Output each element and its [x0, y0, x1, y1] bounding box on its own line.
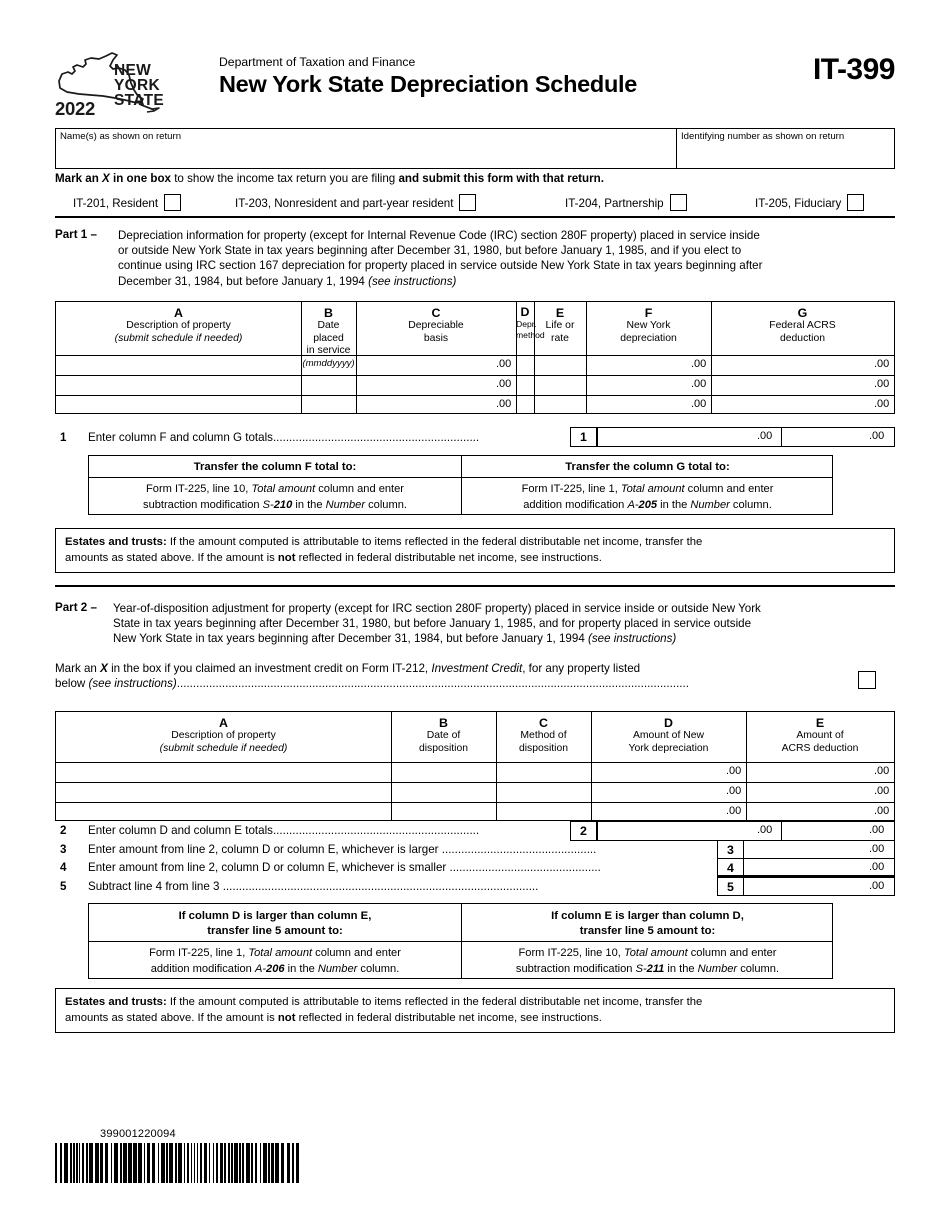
cents-marker: .00 [874, 805, 890, 817]
line-5-amount-container [717, 877, 895, 896]
cents-marker: .00 [874, 378, 890, 390]
transfer-g-body: Form IT-225, line 1, Total amount column and enter addition modification A-205 in the Number column. [521, 483, 774, 511]
line-5-number: 5 [60, 880, 67, 893]
option-label: IT-204, Partnership [565, 197, 664, 210]
return-type-option-it201[interactable] [73, 194, 181, 211]
name-input[interactable] [60, 145, 670, 167]
part2-description: Year-of-disposition adjustment for property (except for IRC section 280F property) placed in service inside or outside New York State in tax years beginning after December 31, 1980, but before January 1, 1985, and for property placed in service outside New York State in tax years beginning after December 31, 1984, but before January 1, 1994 (see instructions) [113, 602, 761, 646]
part1-transfer-table [88, 455, 833, 515]
return-type-option-it204[interactable] [565, 194, 687, 211]
line-2-box-number: 2 [571, 822, 597, 840]
cents-marker: .00 [874, 765, 890, 777]
cents-marker: .00 [691, 398, 707, 410]
divider [89, 941, 832, 942]
checkbox-it203[interactable] [459, 194, 476, 211]
part1-top-rule [55, 216, 895, 218]
part1-label: Part 1 – [55, 228, 97, 241]
cents-marker: .00 [726, 785, 742, 797]
identifying-number-input[interactable] [681, 145, 891, 167]
table-row[interactable] [57, 376, 300, 395]
table-row[interactable] [57, 356, 300, 375]
line-2-column-d-input[interactable] [599, 822, 779, 839]
option-label: IT-201, Resident [73, 197, 159, 210]
cents-marker: .00 [757, 824, 773, 836]
column-header-a: A Description of property (submit schedule if needed) [159, 716, 288, 754]
line-4-amount-container [717, 858, 895, 877]
part2-transfer-table [88, 903, 833, 979]
cents-marker: .00 [496, 358, 512, 370]
part2-top-rule [55, 585, 895, 587]
transfer-f-body: Form IT-225, line 10, Total amount column and enter subtraction modification S-210 in the Number column. [143, 483, 407, 511]
barcode-icon [55, 1143, 300, 1183]
cents-marker: .00 [757, 430, 773, 442]
transfer-d-header: If column D is larger than column E, transfer line 5 amount to: [178, 910, 372, 937]
line-3-box-number: 3 [718, 841, 744, 858]
form-footer [55, 1128, 300, 1183]
identifying-number-label: Identifying number as shown on return [681, 131, 845, 142]
investment-credit-dots-line: below (see instructions)............................................................................................................................................................... [55, 677, 689, 690]
line-2-label: Enter column D and column E totals................................................................ [88, 824, 480, 837]
return-type-selector [55, 172, 895, 210]
transfer-g-header: Transfer the column G total to: [565, 461, 730, 473]
line-4-number: 4 [60, 861, 67, 874]
line-1-amount-container [570, 427, 895, 447]
part1-description: Depreciation information for property (except for Internal Revenue Code (IRC) section 280F property) placed in service inside or outside New York State in tax years beginning after December 31, 1980, but before January 1, 1985, and if you elect to continue using IRC section 167 depreciation for property placed in service outside New York State in tax years beginning after December 31, 1984, but before January 1, 1994 (see instructions) [118, 229, 763, 288]
cents-marker: .00 [869, 843, 885, 855]
svg-text:YORK: YORK [114, 77, 160, 94]
department-name: Department of Taxation and Finance [219, 55, 416, 69]
divider [89, 477, 832, 478]
cents-marker: .00 [869, 430, 885, 442]
table-row[interactable] [57, 396, 300, 414]
table-row[interactable] [57, 783, 390, 802]
transfer-e-body: Form IT-225, line 10, Total amount column and enter subtraction modification S-211 in the Number column. [515, 947, 780, 975]
column-header-a: A Description of property (submit schedule if needed) [114, 306, 243, 344]
table-row[interactable] [57, 803, 390, 821]
svg-text:STATE: STATE [114, 92, 165, 109]
return-type-option-it205[interactable] [755, 194, 864, 211]
transfer-f-header: Transfer the column F total to: [193, 461, 357, 473]
mark-x-instruction: Mark an X in one box to show the income tax return you are filing and submit this form with that return. [55, 172, 604, 185]
investment-credit-checkbox[interactable] [858, 671, 876, 689]
part1-table [55, 301, 895, 414]
checkbox-it204[interactable] [670, 194, 687, 211]
cents-marker: .00 [874, 398, 890, 410]
svg-text:NEW: NEW [114, 62, 152, 79]
line-1-box-number: 1 [571, 428, 597, 446]
column-header-c: C Method of disposition [518, 716, 569, 754]
column-header-f: F New York depreciation [620, 306, 677, 344]
option-label: IT-205, Fiduciary [755, 197, 842, 210]
line-4-box-number: 4 [718, 859, 744, 875]
column-header-b: B Date placed in service (mmddyyyy) [302, 306, 355, 369]
cents-marker: .00 [496, 378, 512, 390]
transfer-d-body: Form IT-225, line 1, Total amount column and enter addition modification A-206 in the Number column. [149, 947, 401, 975]
line-1-column-f-input[interactable] [599, 428, 779, 445]
column-header-d: D Amount of New York depreciation [628, 716, 709, 754]
column-header-e: E Life or rate [545, 306, 575, 344]
cents-marker: .00 [874, 785, 890, 797]
form-number: IT-399 [812, 53, 895, 86]
new-york-state-outline-icon [55, 47, 195, 117]
part2-estates-trusts-note: Estates and trusts: If the amount computed is attributable to items reflected in the federal distributable net income, transfer the amounts as stated above. If the amount is not reflected in federal distributable net income, see instructions. [55, 988, 895, 1033]
transfer-e-header: If column E is larger than column D, transfer line 5 amount to: [551, 910, 744, 937]
cents-marker: .00 [869, 861, 885, 873]
column-header-d: D Depr. method [516, 305, 545, 340]
cents-marker: .00 [691, 378, 707, 390]
line-5-box-number: 5 [718, 878, 744, 895]
checkbox-it205[interactable] [847, 194, 864, 211]
cents-marker: .00 [726, 765, 742, 777]
column-header-g: G Federal ACRS deduction [769, 306, 836, 344]
line-5-label: Subtract line 4 from line 3 .................................................................................................. [88, 880, 539, 893]
barcode-number: 399001220094 [100, 1128, 176, 1140]
divider [676, 129, 677, 168]
svg-text:2022: 2022 [55, 98, 95, 117]
option-label: IT-203, Nonresident and part-year resident [235, 197, 454, 210]
cents-marker: .00 [691, 358, 707, 370]
column-header-e: E Amount of ACRS deduction [781, 716, 859, 754]
cents-marker: .00 [726, 805, 742, 817]
form-header [55, 45, 895, 120]
line-2-amount-container [570, 821, 895, 841]
cents-marker: .00 [874, 358, 890, 370]
line-1-number: 1 [60, 431, 67, 444]
column-header-c: C Depreciable basis [408, 306, 464, 344]
part2-table [55, 711, 895, 821]
part2-label: Part 2 – [55, 601, 97, 614]
identification-box [55, 128, 895, 169]
page-title: New York State Depreciation Schedule [219, 71, 637, 97]
column-header-b: B Date of disposition [418, 716, 469, 754]
name-field-label: Name(s) as shown on return [60, 131, 182, 142]
cents-marker: .00 [869, 880, 885, 892]
table-row[interactable] [57, 763, 390, 782]
return-type-option-it203[interactable] [235, 194, 476, 211]
cents-marker: .00 [869, 824, 885, 836]
part1-estates-trusts-note: Estates and trusts: If the amount computed is attributable to items reflected in the federal distributable net income, transfer the amounts as stated above. If the amount is not reflected in federal distributable net income, see instructions. [55, 528, 895, 573]
line-2-number: 2 [60, 824, 67, 837]
line-4-label: Enter amount from line 2, column D or column E, whichever is smaller ............................................... [88, 861, 601, 874]
line-3-number: 3 [60, 843, 67, 856]
checkbox-it201[interactable] [164, 194, 181, 211]
cents-marker: .00 [496, 398, 512, 410]
line-1-label: Enter column F and column G totals................................................................ [88, 431, 480, 444]
investment-credit-question: Mark an X in the box if you claimed an investment credit on Form IT-212, Investment Credit, for any property listed [55, 662, 641, 675]
line-3-amount-container [717, 840, 895, 859]
line-3-label: Enter amount from line 2, column D or column E, whichever is larger ................................................ [88, 843, 597, 856]
